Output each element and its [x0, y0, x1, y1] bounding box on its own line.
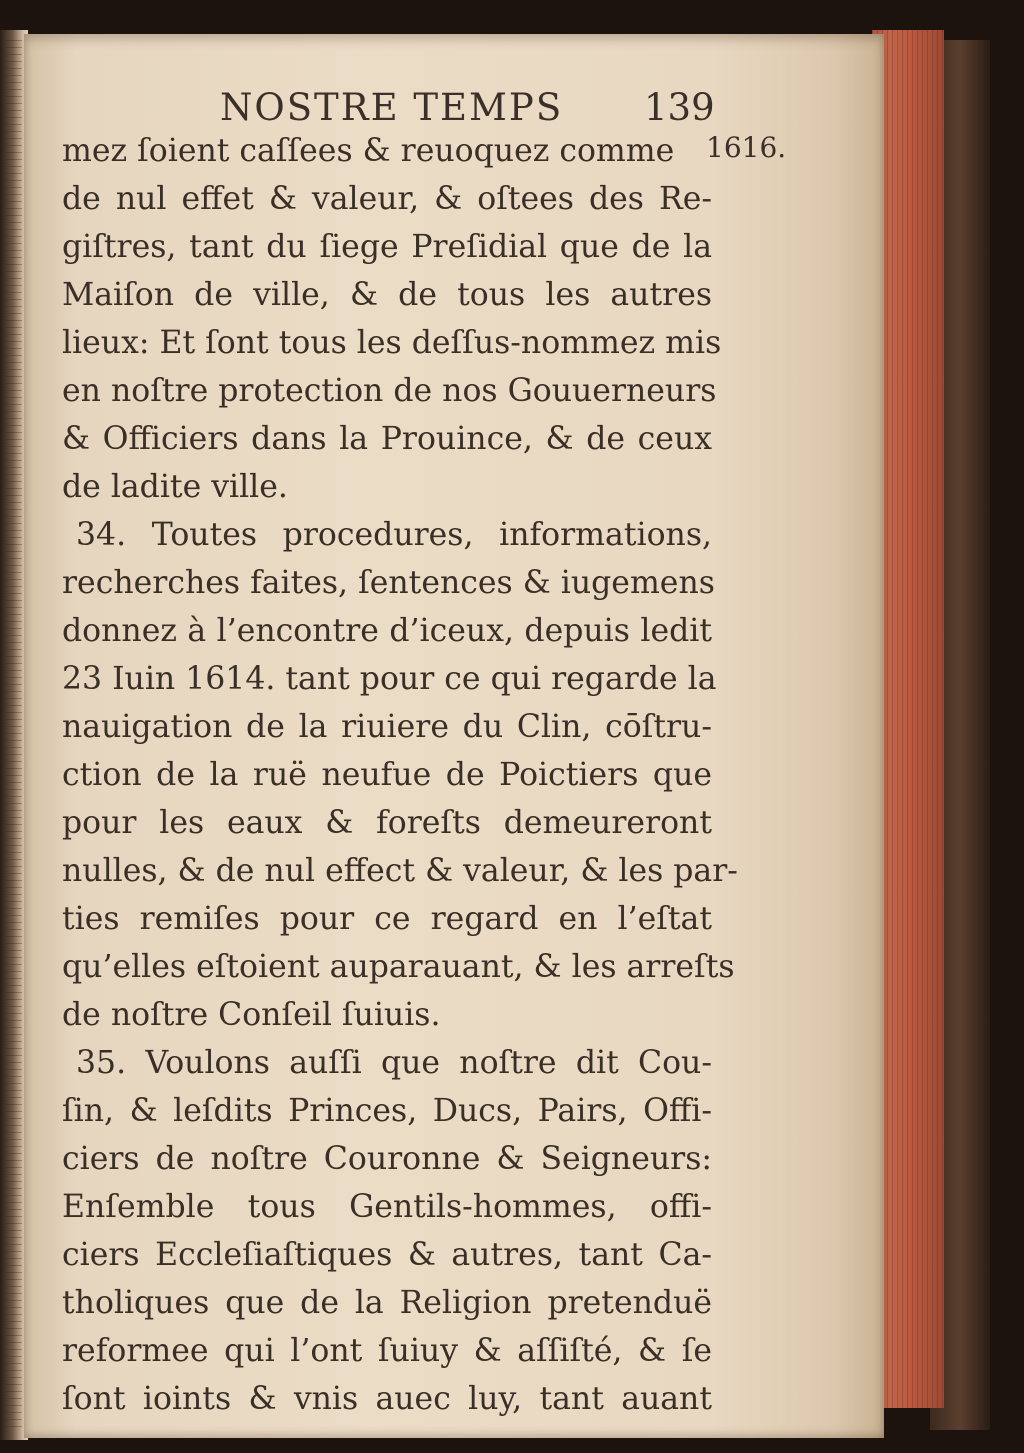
text-line: mez ſoient caſſees & reuoquez comme: [62, 133, 675, 169]
text-line: Enſemble tous Gentils-hommes, offi-: [62, 1189, 712, 1225]
text-line: en noſtre protection de nos Gouuerneurs: [62, 373, 717, 409]
text-line: nulles, & de nul effect & valeur, & les par-: [62, 853, 738, 889]
text-line: ciers de noſtre Couronne & Seigneurs:: [62, 1141, 712, 1177]
text-line: ction de la ruë neufue de Poictiers que: [62, 757, 712, 793]
text-line: ties remiſes pour ce regard en l’eſtat: [62, 901, 712, 937]
page-text-block: [24, 34, 884, 1438]
text-line: 34. Toutes procedures, informations,: [76, 517, 712, 553]
running-head: NOSTRE TEMPS: [220, 86, 564, 129]
text-line: qu’elles eſtoient auparauant, & les arreſts: [62, 949, 735, 985]
text-line: ciers Eccleſiaſtiques & autres, tant Ca-: [62, 1237, 712, 1273]
text-line: 35. Voulons auſſi que noſtre dit Cou-: [76, 1045, 712, 1081]
text-line: pour les eaux & foreſts demeureront: [62, 805, 712, 841]
page-number: 139: [644, 86, 715, 129]
text-line: ſont ioints & vnis auec luy, tant auant: [62, 1381, 712, 1417]
text-line: de nul effet & valeur, & oſtees des Re-: [62, 181, 712, 217]
margin-date-note: 1616.: [706, 131, 787, 164]
text-line: & Officiers dans la Prouince, & de ceux: [62, 421, 712, 457]
text-line: lieux: Et ſont tous les deſſus-nommez mis: [62, 325, 722, 361]
left-page-edge-lines: [4, 40, 22, 1430]
text-line: giſtres, tant du ſiege Preſidial que de la: [62, 229, 712, 265]
text-line: reformee qui l’ont ſuiuy & aſſiſté, & ſe: [62, 1333, 712, 1369]
text-line: ſin, & leſdits Princes, Ducs, Pairs, Offi-: [62, 1093, 712, 1129]
text-line: donnez à l’encontre d’iceux, depuis ledit: [62, 613, 712, 649]
text-line: de ladite ville.: [62, 469, 288, 505]
text-line: nauigation de la riuiere du Clin, cōſtru-: [62, 709, 712, 745]
text-line: 23 Iuin 1614. tant pour ce qui regarde la: [62, 661, 717, 697]
text-line: tholiques que de la Religion pretenduë: [62, 1285, 712, 1321]
book-page: [24, 34, 884, 1438]
text-line: Maiſon de ville, & de tous les autres: [62, 277, 712, 313]
text-line: recherches faites, ſentences & iugemens: [62, 565, 715, 601]
text-line: de noſtre Conſeil ſuiuis.: [62, 997, 441, 1033]
